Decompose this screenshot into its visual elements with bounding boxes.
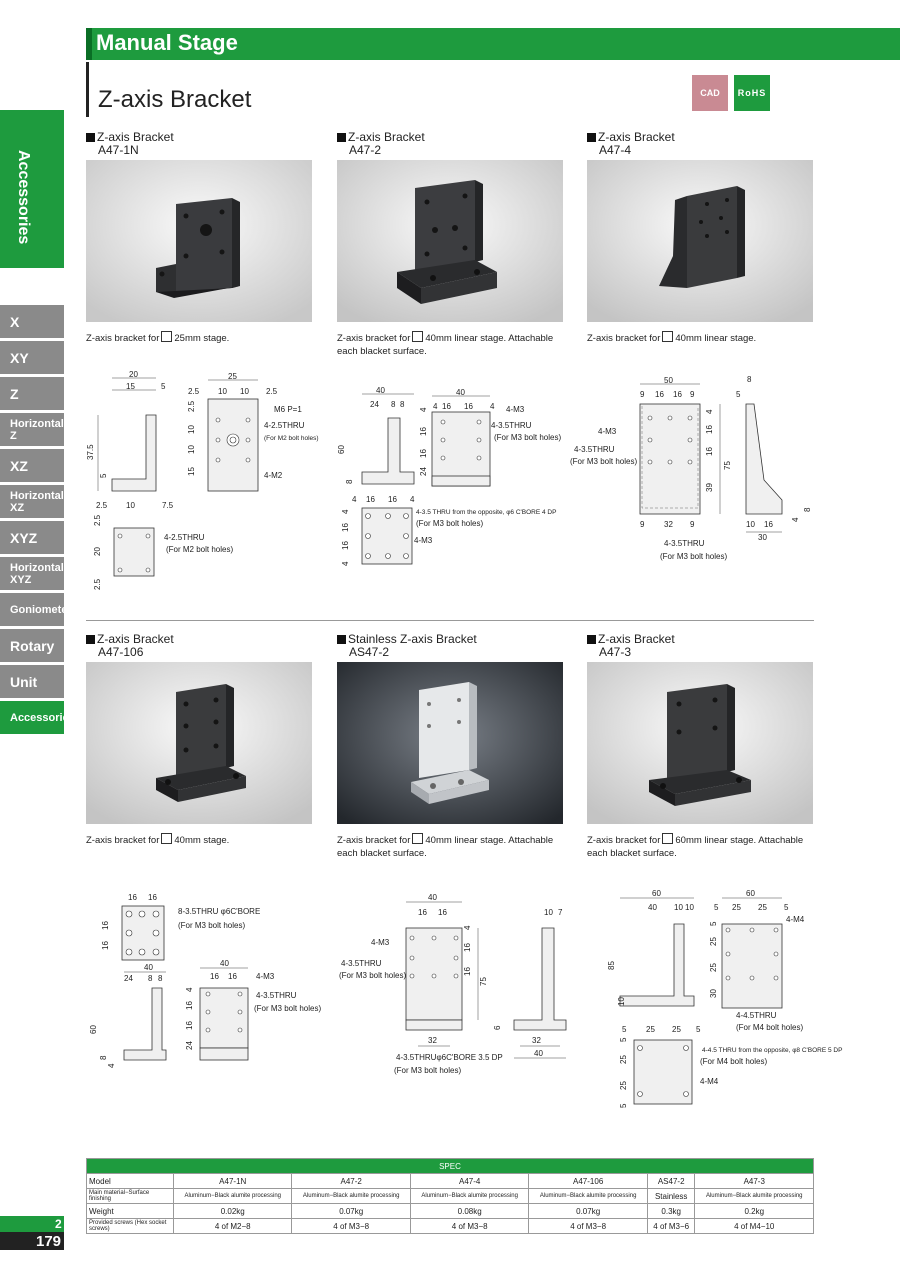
dim-label: 24 bbox=[370, 400, 379, 409]
sidebar-item-horizontal-xz[interactable]: Horizontal XZ bbox=[0, 485, 64, 518]
dim-label: 4 bbox=[490, 402, 495, 411]
sidebar-item-unit[interactable]: Unit bbox=[0, 665, 64, 698]
note-label: (For M3 bolt holes) bbox=[178, 921, 246, 930]
table-cell: 4 of M3−8 bbox=[410, 1219, 528, 1234]
table-cell: Weight bbox=[87, 1204, 174, 1219]
table-cell: Aluminum−Black alumite processing bbox=[410, 1189, 528, 1204]
product-photo bbox=[337, 160, 563, 322]
note-label: (For M3 bolt holes) bbox=[339, 971, 407, 980]
table-cell: 0.3kg bbox=[647, 1204, 695, 1219]
dim-label: 5 bbox=[619, 1103, 628, 1108]
note-label: 8-3.5THRU φ6C'BORE bbox=[178, 907, 261, 916]
dim-label: 25 bbox=[672, 1025, 681, 1034]
dim-label: 8 bbox=[345, 479, 354, 484]
product-name: Z-axis Bracket bbox=[97, 632, 174, 646]
side-view bbox=[620, 924, 694, 1006]
dim-label: 16 bbox=[419, 427, 428, 436]
table-cell: A47-4 bbox=[410, 1174, 528, 1189]
dim-label: 10 bbox=[544, 908, 553, 917]
dim-label: 8 bbox=[400, 400, 405, 409]
square-size-icon bbox=[412, 833, 423, 844]
note-label: 4-M2 bbox=[264, 471, 283, 480]
note-label: 4-3.5THRU bbox=[574, 445, 615, 454]
dim-label: 10 bbox=[617, 997, 626, 1006]
note-label: 4-4.5 THRU from the opposite, φ8 C'BORE 5 DP bbox=[702, 1047, 843, 1054]
dim-label: 40 bbox=[428, 893, 437, 902]
dim-label: 30 bbox=[709, 989, 718, 998]
product-model: A47-4 bbox=[599, 143, 632, 157]
dim-label: 16 bbox=[210, 972, 219, 981]
dim-label: 16 bbox=[418, 908, 427, 917]
dim-label: 10 bbox=[187, 445, 196, 454]
sidebar-item-rotary[interactable]: Rotary bbox=[0, 629, 64, 662]
sidebar-item-xz[interactable]: XZ bbox=[0, 449, 64, 482]
product-photo bbox=[337, 662, 563, 824]
dim-label: 32 bbox=[532, 1036, 541, 1045]
note-label: 4-3.5THRU bbox=[256, 991, 297, 1000]
note-label: 4-2.5THRU bbox=[264, 421, 305, 430]
product-name: Z-axis Bracket bbox=[598, 632, 675, 646]
dim-label: 2.5 bbox=[96, 501, 108, 510]
table-cell: 4 of M3−8 bbox=[292, 1219, 410, 1234]
dim-label: 8 bbox=[158, 974, 163, 983]
table-row bbox=[87, 1219, 814, 1234]
dim-label: 16 bbox=[101, 941, 110, 950]
note-label: (For M3 bolt holes) bbox=[416, 519, 484, 528]
dim-label: 16 bbox=[463, 967, 472, 976]
table-cell: Aluminum−Black alumite processing bbox=[695, 1189, 814, 1204]
table-row bbox=[87, 1204, 814, 1219]
table-cell: 0.07kg bbox=[529, 1204, 647, 1219]
dim-label: 25 bbox=[709, 937, 718, 946]
page-section: 2 bbox=[55, 1217, 62, 1231]
dim-label: 37.5 bbox=[86, 444, 95, 460]
table-cell: 0.2kg bbox=[695, 1204, 814, 1219]
product-name: Z-axis Bracket bbox=[348, 130, 425, 144]
side-view bbox=[124, 988, 166, 1060]
table-cell: 4 of M3−6 bbox=[647, 1219, 695, 1234]
note-label: 4-M3 bbox=[371, 938, 390, 947]
dim-label: 5 bbox=[619, 1037, 628, 1042]
note-label: 4-2.5THRU bbox=[164, 533, 205, 542]
sidebar-section-label: Accessories bbox=[15, 150, 32, 245]
dim-label: 8 bbox=[747, 375, 752, 384]
dim-label: 25 bbox=[228, 372, 237, 381]
product-model: A47-3 bbox=[599, 645, 632, 659]
dim-label: 16 bbox=[128, 893, 137, 902]
square-size-icon bbox=[662, 331, 673, 342]
note-label: 4-3.5THRU bbox=[664, 539, 705, 548]
bullet-square-icon bbox=[337, 133, 346, 142]
table-cell: 4 of M3−8 bbox=[529, 1219, 647, 1234]
drawing-a47-1n bbox=[86, 368, 331, 593]
square-size-icon bbox=[161, 331, 172, 342]
dim-label: 20 bbox=[93, 547, 102, 556]
note-label: (For M3 bolt holes) bbox=[254, 1004, 322, 1013]
note-label: 4-M4 bbox=[700, 1077, 719, 1086]
table-cell: 4 of M4−10 bbox=[695, 1219, 814, 1234]
dim-label: 16 bbox=[442, 402, 451, 411]
dim-label: 25 bbox=[758, 903, 767, 912]
dim-label: 16 bbox=[419, 449, 428, 458]
table-row bbox=[87, 1174, 814, 1189]
product-photo bbox=[587, 662, 813, 824]
dim-label: 40 bbox=[534, 1049, 543, 1058]
dim-label: 60 bbox=[337, 445, 346, 454]
dim-label: 8 bbox=[391, 400, 396, 409]
drawing-a47-4 bbox=[570, 370, 815, 570]
dim-label: 30 bbox=[758, 533, 767, 542]
sidebar-item-accessories[interactable]: Accessories bbox=[0, 701, 64, 734]
dim-label: 10 bbox=[746, 520, 755, 529]
note-label: M6 P=1 bbox=[274, 405, 302, 414]
note-label: (For M3 bolt holes) bbox=[660, 552, 728, 561]
dim-label: 24 bbox=[124, 974, 133, 983]
bullet-square-icon bbox=[86, 133, 95, 142]
product-name: Z-axis Bracket bbox=[97, 130, 174, 144]
dim-label: 8 bbox=[148, 974, 153, 983]
dim-label: 4 bbox=[341, 509, 350, 514]
dim-label: 16 bbox=[463, 943, 472, 952]
side-view bbox=[112, 415, 156, 491]
bullet-square-icon bbox=[337, 635, 346, 644]
product-description: Z-axis bracket for 60mm linear stage. Attachable each blacket surface. bbox=[587, 835, 804, 859]
note-label: 4-3.5THRU bbox=[341, 959, 382, 968]
dim-label: 16 bbox=[228, 972, 237, 981]
dim-label: 85 bbox=[607, 961, 616, 970]
sidebar-item-horizontal-xyz[interactable]: Horizontal XYZ bbox=[0, 557, 64, 590]
note-label: (For M3 bolt holes) bbox=[494, 433, 562, 442]
dim-label: 16 bbox=[705, 447, 714, 456]
product-photo bbox=[86, 160, 312, 322]
table-cell: Stainless bbox=[647, 1189, 695, 1204]
product-model: A47-106 bbox=[98, 645, 144, 659]
sidebar-item-xyz[interactable]: XYZ bbox=[0, 521, 64, 554]
dim-label: 4 bbox=[791, 517, 800, 522]
dim-label: 16 bbox=[705, 425, 714, 434]
dim-label: 32 bbox=[428, 1036, 437, 1045]
page-number: 179 bbox=[36, 1233, 62, 1250]
dim-label: 9 bbox=[690, 390, 695, 399]
section-divider bbox=[86, 620, 814, 621]
dim-label: 2.5 bbox=[93, 514, 102, 526]
side-view bbox=[514, 928, 566, 1030]
dim-label: 16 bbox=[341, 523, 350, 532]
table-cell: Aluminum−Black alumite processing bbox=[529, 1189, 647, 1204]
dim-label: 2.5 bbox=[93, 578, 102, 590]
square-size-icon bbox=[662, 833, 673, 844]
dim-label: 9 bbox=[640, 390, 645, 399]
dim-label: 4 bbox=[341, 561, 350, 566]
table-cell: Aluminum−Black alumite processing bbox=[292, 1189, 410, 1204]
dim-label: 9 bbox=[690, 520, 695, 529]
dim-label: 15 bbox=[187, 467, 196, 476]
dim-label: 6 bbox=[493, 1025, 502, 1030]
dim-label: 25 bbox=[619, 1055, 628, 1064]
dim-label: 40 bbox=[648, 903, 657, 912]
dim-label: 25 bbox=[619, 1081, 628, 1090]
front-view bbox=[200, 988, 248, 1048]
dim-label: 5 bbox=[696, 1025, 701, 1034]
table-cell: Aluminum−Black alumite processing bbox=[174, 1189, 292, 1204]
dim-label: 4 bbox=[419, 407, 428, 412]
dim-label: 15 bbox=[126, 382, 135, 391]
note-label: (For M3 bolt holes) bbox=[570, 457, 638, 466]
dim-label: 60 bbox=[89, 1025, 98, 1034]
product-name: Z-axis Bracket bbox=[598, 130, 675, 144]
product-model: A47-1N bbox=[98, 143, 139, 157]
dim-label: 24 bbox=[185, 1041, 194, 1050]
sidebar-item-horizontal-z[interactable]: Horizontal Z bbox=[0, 413, 64, 446]
dim-label: 2.5 bbox=[266, 387, 278, 396]
dim-label: 40 bbox=[456, 388, 465, 397]
square-size-icon bbox=[412, 331, 423, 342]
dim-label: 16 bbox=[185, 1021, 194, 1030]
note-label: (For M2 bolt holes) bbox=[264, 435, 319, 442]
table-cell: A47-1N bbox=[174, 1174, 292, 1189]
product-photo bbox=[86, 662, 312, 824]
note-label: 4-3.5THRU bbox=[491, 421, 532, 430]
note-label: 4-M3 bbox=[414, 536, 433, 545]
dim-label: 25 bbox=[646, 1025, 655, 1034]
dim-label: 4 bbox=[463, 925, 472, 930]
dim-label: 4 bbox=[352, 495, 357, 504]
drawing-a47-3 bbox=[586, 888, 843, 1113]
bullet-square-icon bbox=[587, 133, 596, 142]
bullet-square-icon bbox=[587, 635, 596, 644]
dim-label: 5 bbox=[161, 382, 166, 391]
header-accent bbox=[86, 28, 92, 60]
dim-label: 39 bbox=[705, 483, 714, 492]
dim-label: 32 bbox=[664, 520, 673, 529]
dim-label: 4 bbox=[705, 409, 714, 414]
dim-label: 10 bbox=[218, 387, 227, 396]
bullet-square-icon bbox=[86, 635, 95, 644]
dim-label: 24 bbox=[419, 467, 428, 476]
sidebar-item-z[interactable]: Z bbox=[0, 377, 64, 410]
dim-label: 5 bbox=[99, 473, 108, 478]
dim-label: 2.5 bbox=[187, 400, 196, 412]
table-cell: Provided screws (Hex socket screws) bbox=[87, 1219, 174, 1234]
dim-label: 16 bbox=[673, 390, 682, 399]
note-label: 4-M3 bbox=[506, 405, 525, 414]
dim-label: 20 bbox=[129, 370, 138, 379]
note-label: 4-3.5 THRU from the opposite, φ6 C'BORE 4 DP bbox=[416, 509, 557, 516]
side-view bbox=[746, 404, 782, 514]
table-cell: A47-106 bbox=[529, 1174, 647, 1189]
dim-label: 25 bbox=[732, 903, 741, 912]
front-view bbox=[432, 412, 490, 486]
subtitle-bar bbox=[86, 62, 89, 117]
sidebar-item-goniometer[interactable]: Goniometer bbox=[0, 593, 64, 626]
dim-label: 60 bbox=[746, 889, 755, 898]
note-label: 4-M4 bbox=[786, 915, 805, 924]
square-size-icon bbox=[161, 833, 172, 844]
dim-label: 40 bbox=[144, 963, 153, 972]
dim-label: 8 bbox=[803, 507, 812, 512]
front-view bbox=[640, 404, 700, 514]
table-cell: Model bbox=[87, 1174, 174, 1189]
side-view bbox=[362, 418, 414, 484]
note-label: 4-M3 bbox=[598, 427, 617, 436]
dim-label: 25 bbox=[709, 963, 718, 972]
dim-label: 10 bbox=[240, 387, 249, 396]
drawing-as47-2 bbox=[336, 888, 576, 1083]
product-description: Z-axis bracket for 40mm stage. bbox=[86, 835, 230, 846]
dim-label: 16 bbox=[655, 390, 664, 399]
page-subtitle: Z-axis Bracket bbox=[98, 86, 252, 113]
table-cell: AS47-2 bbox=[647, 1174, 695, 1189]
dim-label: 7.5 bbox=[162, 501, 174, 510]
drawing-a47-2 bbox=[336, 380, 571, 575]
note-label: (For M3 bolt holes) bbox=[394, 1066, 462, 1075]
note-label: (For M4 bolt holes) bbox=[700, 1057, 768, 1066]
dim-label: 16 bbox=[148, 893, 157, 902]
product-description: Z-axis bracket for 40mm linear stage. bbox=[587, 333, 757, 344]
dim-label: 5 bbox=[736, 390, 741, 399]
table-cell: 4 of M2−8 bbox=[174, 1219, 292, 1234]
note-label: 4-3.5THRUφ6C'BORE 3.5 DP bbox=[396, 1053, 503, 1062]
dim-label: 4 bbox=[433, 402, 438, 411]
dim-label: 10 bbox=[187, 425, 196, 434]
dim-label: 16 bbox=[388, 495, 397, 504]
dim-label: 75 bbox=[479, 977, 488, 986]
dim-label: 9 bbox=[640, 520, 645, 529]
front-view bbox=[722, 924, 782, 1008]
dim-label: 16 bbox=[101, 921, 110, 930]
cad-badge[interactable]: CAD bbox=[692, 75, 728, 111]
dim-label: 5 bbox=[709, 921, 718, 926]
dim-label: 16 bbox=[341, 541, 350, 550]
note-label: (For M2 bolt holes) bbox=[166, 545, 234, 554]
table-cell: 0.08kg bbox=[410, 1204, 528, 1219]
dim-label: 50 bbox=[664, 376, 673, 385]
dim-label: 40 bbox=[220, 959, 229, 968]
dim-label: 40 bbox=[376, 386, 385, 395]
dim-label: 75 bbox=[723, 461, 732, 470]
dim-label: 16 bbox=[464, 402, 473, 411]
dim-label: 5 bbox=[622, 1025, 627, 1034]
table-cell: Main material−Surface finishing bbox=[87, 1189, 174, 1204]
dim-label: 4 bbox=[185, 987, 194, 992]
table-row bbox=[87, 1189, 814, 1204]
product-photo bbox=[587, 160, 813, 322]
product-description: Z-axis bracket for 25mm stage. bbox=[86, 333, 230, 344]
rohs-badge: RoHS bbox=[734, 75, 770, 111]
dim-label: 5 bbox=[714, 903, 719, 912]
table-cell: A47-3 bbox=[695, 1174, 814, 1189]
dim-label: 5 bbox=[784, 903, 789, 912]
dim-label: 4 bbox=[107, 1063, 116, 1068]
dim-label: 60 bbox=[652, 889, 661, 898]
dim-label: 16 bbox=[185, 1001, 194, 1010]
note-label: 4-M3 bbox=[256, 972, 275, 981]
dim-label: 10 bbox=[126, 501, 135, 510]
product-model: A47-2 bbox=[349, 143, 382, 157]
dim-label: 16 bbox=[438, 908, 447, 917]
table-cell: 0.02kg bbox=[174, 1204, 292, 1219]
product-model: AS47-2 bbox=[349, 645, 390, 659]
dim-label: 10 bbox=[685, 903, 694, 912]
sidebar-item-xy[interactable]: XY bbox=[0, 341, 64, 374]
table-cell: 0.07kg bbox=[292, 1204, 410, 1219]
page-title: Manual Stage bbox=[96, 30, 238, 55]
sidebar-item-x[interactable]: X bbox=[0, 305, 64, 338]
dim-label: 16 bbox=[764, 520, 773, 529]
dim-label: 8 bbox=[99, 1055, 108, 1060]
spec-table bbox=[86, 1158, 814, 1234]
product-description: Z-axis bracket for 40mm linear stage. Attachable each blacket surface. bbox=[337, 835, 554, 859]
dim-label: 2.5 bbox=[188, 387, 200, 396]
dim-label: 7 bbox=[558, 908, 563, 917]
table-cell: A47-2 bbox=[292, 1174, 410, 1189]
sidebar-section-tab bbox=[0, 110, 64, 268]
note-label: (For M4 bolt holes) bbox=[736, 1023, 804, 1032]
drawing-a47-106 bbox=[86, 888, 331, 1078]
product-name: Stainless Z-axis Bracket bbox=[348, 632, 477, 646]
product-description: Z-axis bracket for 40mm linear stage. Attachable each blacket surface. bbox=[337, 333, 554, 357]
dim-label: 10 bbox=[674, 903, 683, 912]
dim-label: 16 bbox=[366, 495, 375, 504]
spec-caption: SPEC bbox=[87, 1159, 814, 1174]
dim-label: 4 bbox=[410, 495, 415, 504]
note-label: 4-4.5THRU bbox=[736, 1011, 777, 1020]
table-row bbox=[87, 1159, 814, 1174]
